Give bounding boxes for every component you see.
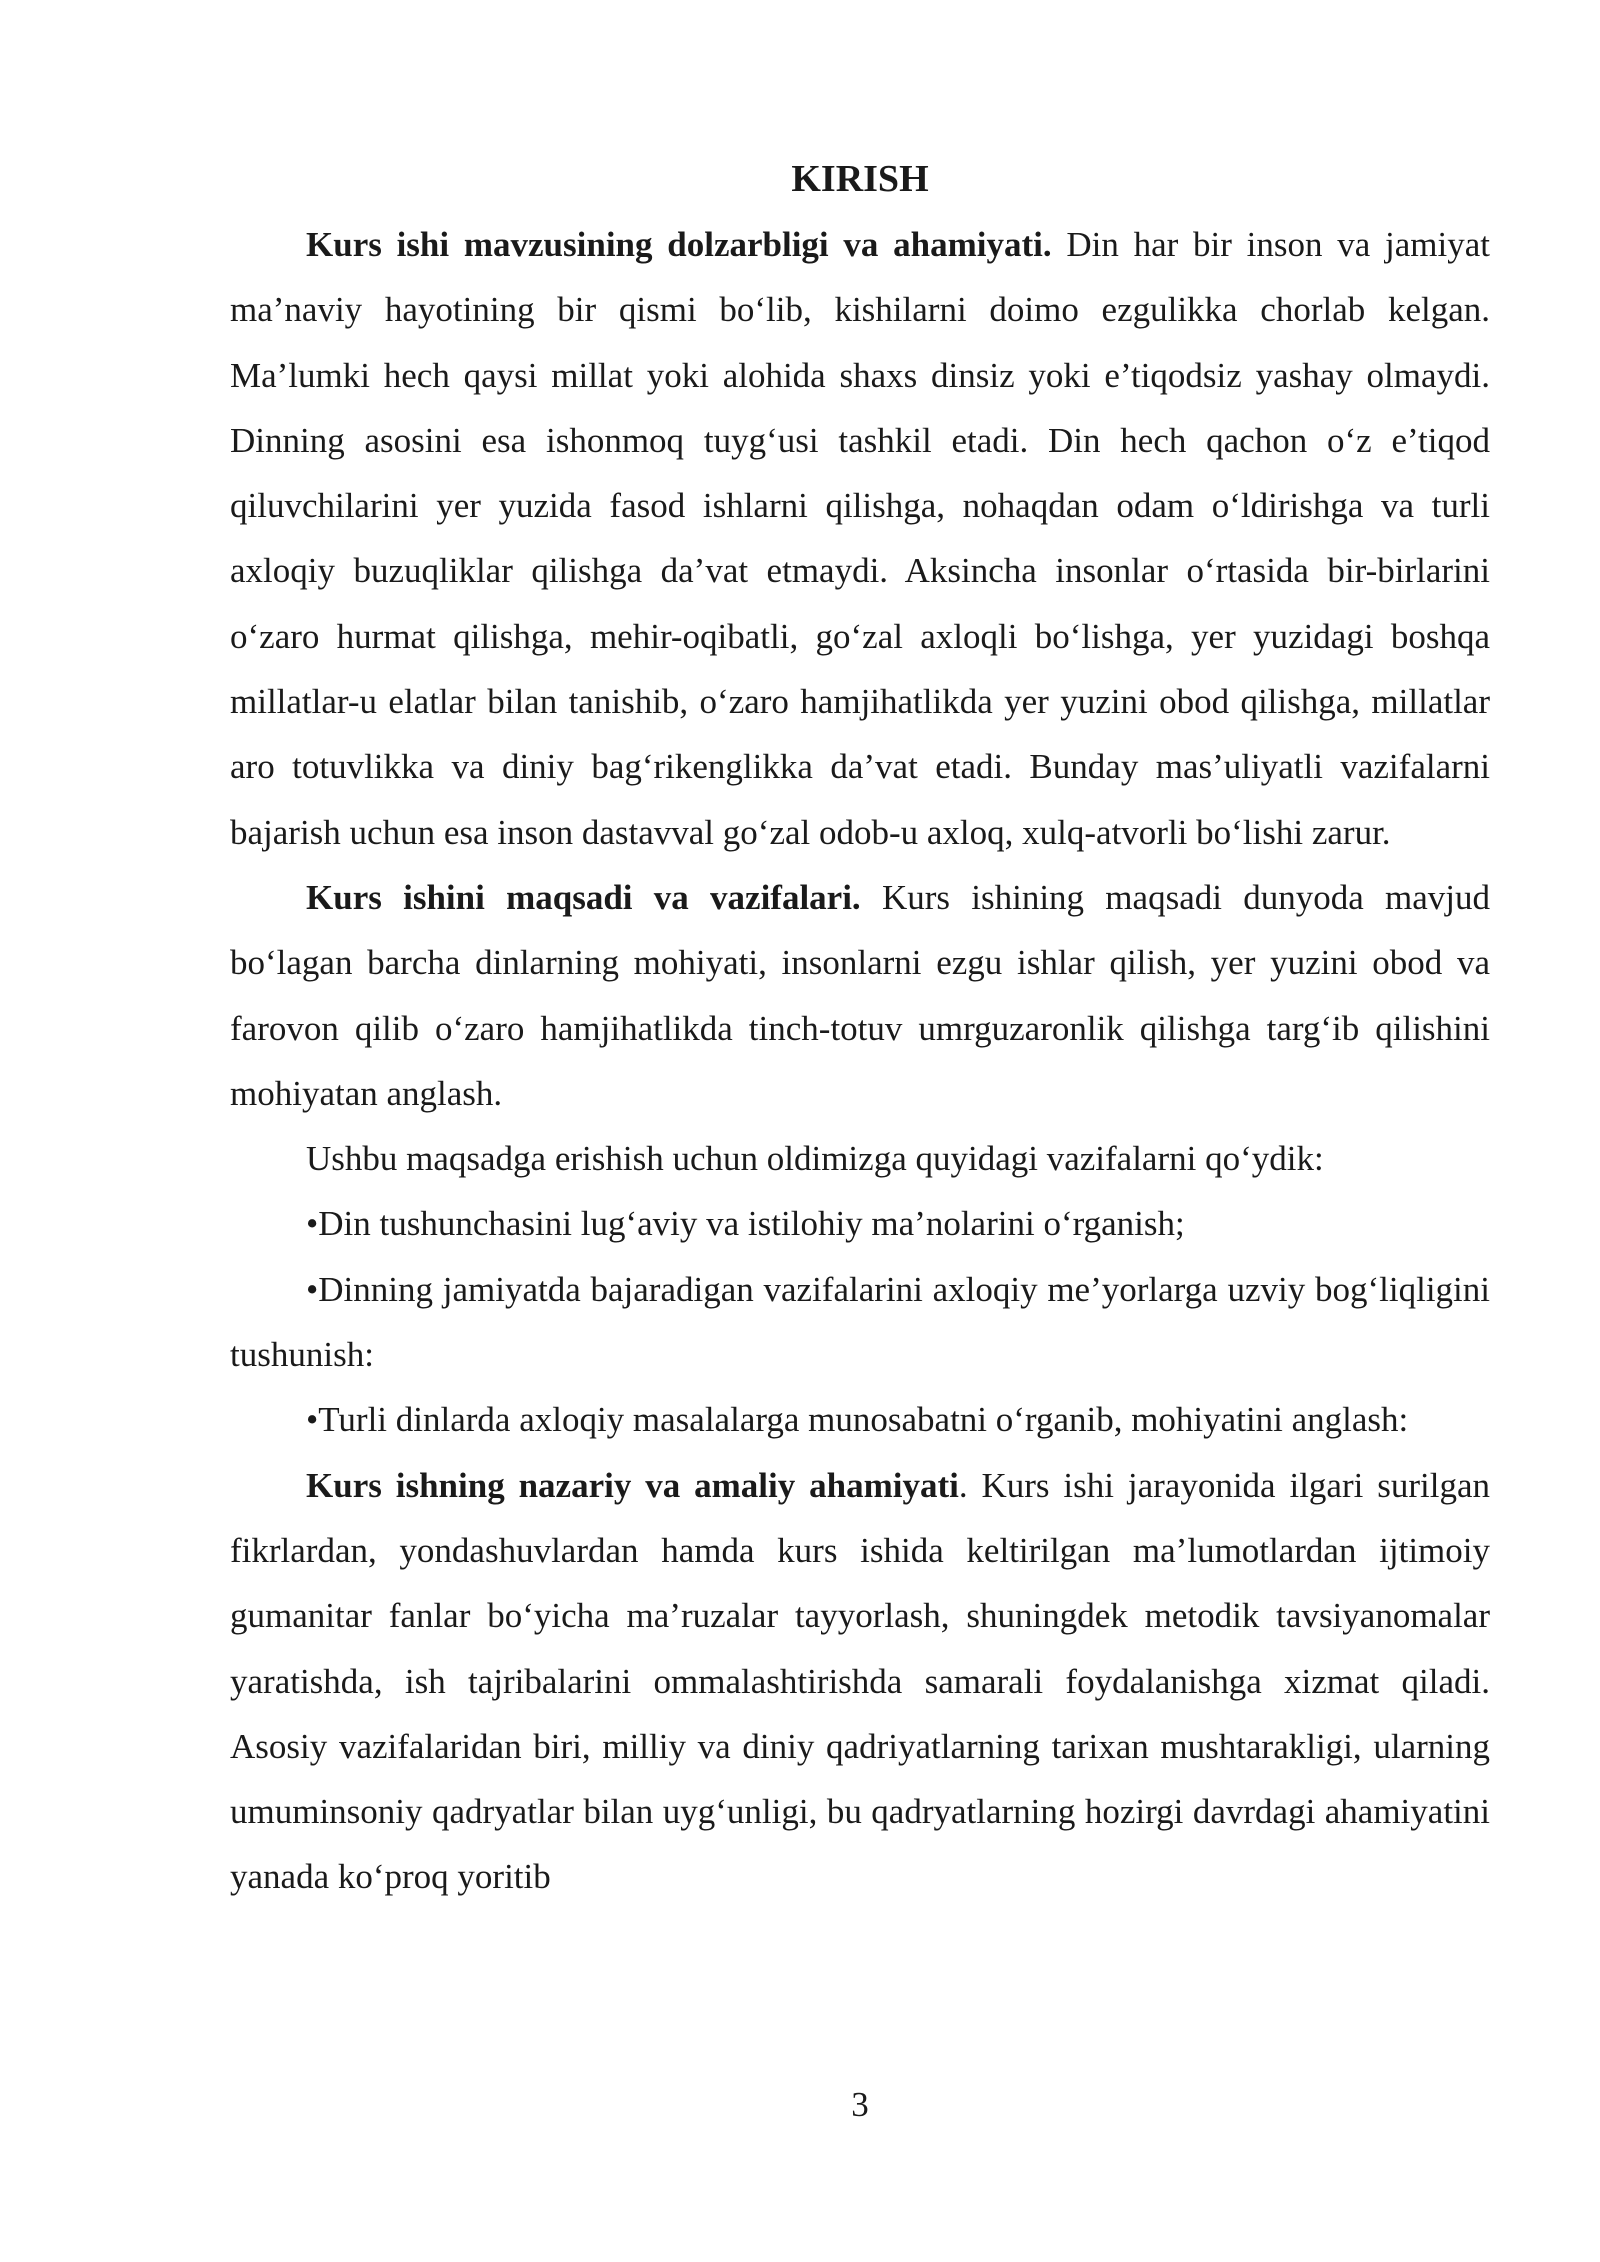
list-item-text: Din tushunchasini lug‘aviy va istilohiy ma’nolarini o‘rganish; [318,1204,1185,1244]
paragraph-significance [230,1453,1490,1910]
paragraph-text: Kurs ishining maqsadi dunyoda mavjud bo‘lagan barcha dinlarning mohiyati, insonlarni ezgu ishlar qilish, yer yuzini obod va farovon qilib o‘zaro hamjihatlikda tinch-totuv umrguzaronlik qilishga targ‘ib qilishini mohiyatan anglash. [230,877,1490,1113]
list-item-text: Dinning jamiyatda bajaradigan vazifalarini axloqiy me’yorlarga uzviy bog‘liqligini tushunish: [230,1269,1490,1375]
list-item [230,1257,1490,1388]
paragraph-text: . Kurs ishi jarayonida ilgari surilgan fikrlardan, yondashuvlardan hamda kurs ishida keltirilgan ma’lumotlardan ijtimoiy gumanitar fanlar bo‘yicha ma’ruzalar tayyorlash, shuningdek metodik tavsiyanomalar yaratishda, ish tajribalarini ommalashtirishda samarali foydalanishga xizmat qiladi. Asosiy vazifalaridan biri, milliy va diniy qadriyatlarning tarixan mushtarakligi, ularning umuminsoniy qadryatlar bilan uyg‘unligi, bu qadryatlarning hozirgi davrdagi ahamiyatini yanada ko‘proq yoritib [230,1465,1490,1897]
list-item [230,1191,1490,1256]
bullet-icon: • [306,1204,319,1244]
page-number: 3 [851,2085,869,2124]
paragraph-lead: Kurs ishini maqsadi va vazifalari. [306,877,861,917]
page-title: KIRISH [791,158,929,200]
paragraph-text: Ushbu maqsadga erishish uchun oldimizga quyidagi vazifalarni qo‘ydik: [306,1139,1324,1179]
paragraph-lead: Kurs ishning nazariy va amaliy ahamiyati [306,1465,959,1505]
list-item-text: Turli dinlarda axloqiy masalalarga munosabatni o‘rganib, mohiyatini anglash: [318,1400,1409,1440]
bullet-icon: • [306,1400,319,1440]
paragraph-relevance [230,212,1490,865]
paragraph-lead: Kurs ishi mavzusining dolzarbligi va ahamiyati. [306,225,1052,264]
document-body [230,150,1490,1910]
paragraph-text: Din har bir inson va jamiyat ma’naviy hayotining bir qismi bo‘lib, kishilarni doimo ezgulikka chorlab kelgan. Ma’lumki hech qaysi millat yoki alohida shaxs dinsiz yoki e’tiqodsiz yashay olmaydi. Dinning asosini esa ishonmoq tuyg‘usi tashkil etadi. Din hech qachon o‘z e’tiqod qiluvchilarini yer yuzida fasod ishlarni qilishga, nohaqdan odam o‘ldirishga va turli axloqiy buzuqliklar qilishga da’vat etmaydi. Aksincha insonlar o‘rtasida bir-birlarini o‘zaro hurmat qilishga, mehir-oqibatli, go‘zal axloqli bo‘lishga, yer yuzidagi boshqa millatlar-u elatlar bilan tanishib, o‘zaro hamjihatlikda yer yuzini obod qilishga, millatlar aro totuvlikka va diniy bag‘rikenglikka da’vat etadi. Bunday mas’uliyatli vazifalarni bajarish uchun esa inson dastavval go‘zal odob-u axloq, xulq-atvorli bo‘lishi zarur. [230,225,1490,852]
list-item [230,1387,1490,1452]
paragraph-goals [230,865,1490,1126]
paragraph-tasks-intro [230,1126,1490,1191]
bullet-icon: • [306,1269,319,1309]
